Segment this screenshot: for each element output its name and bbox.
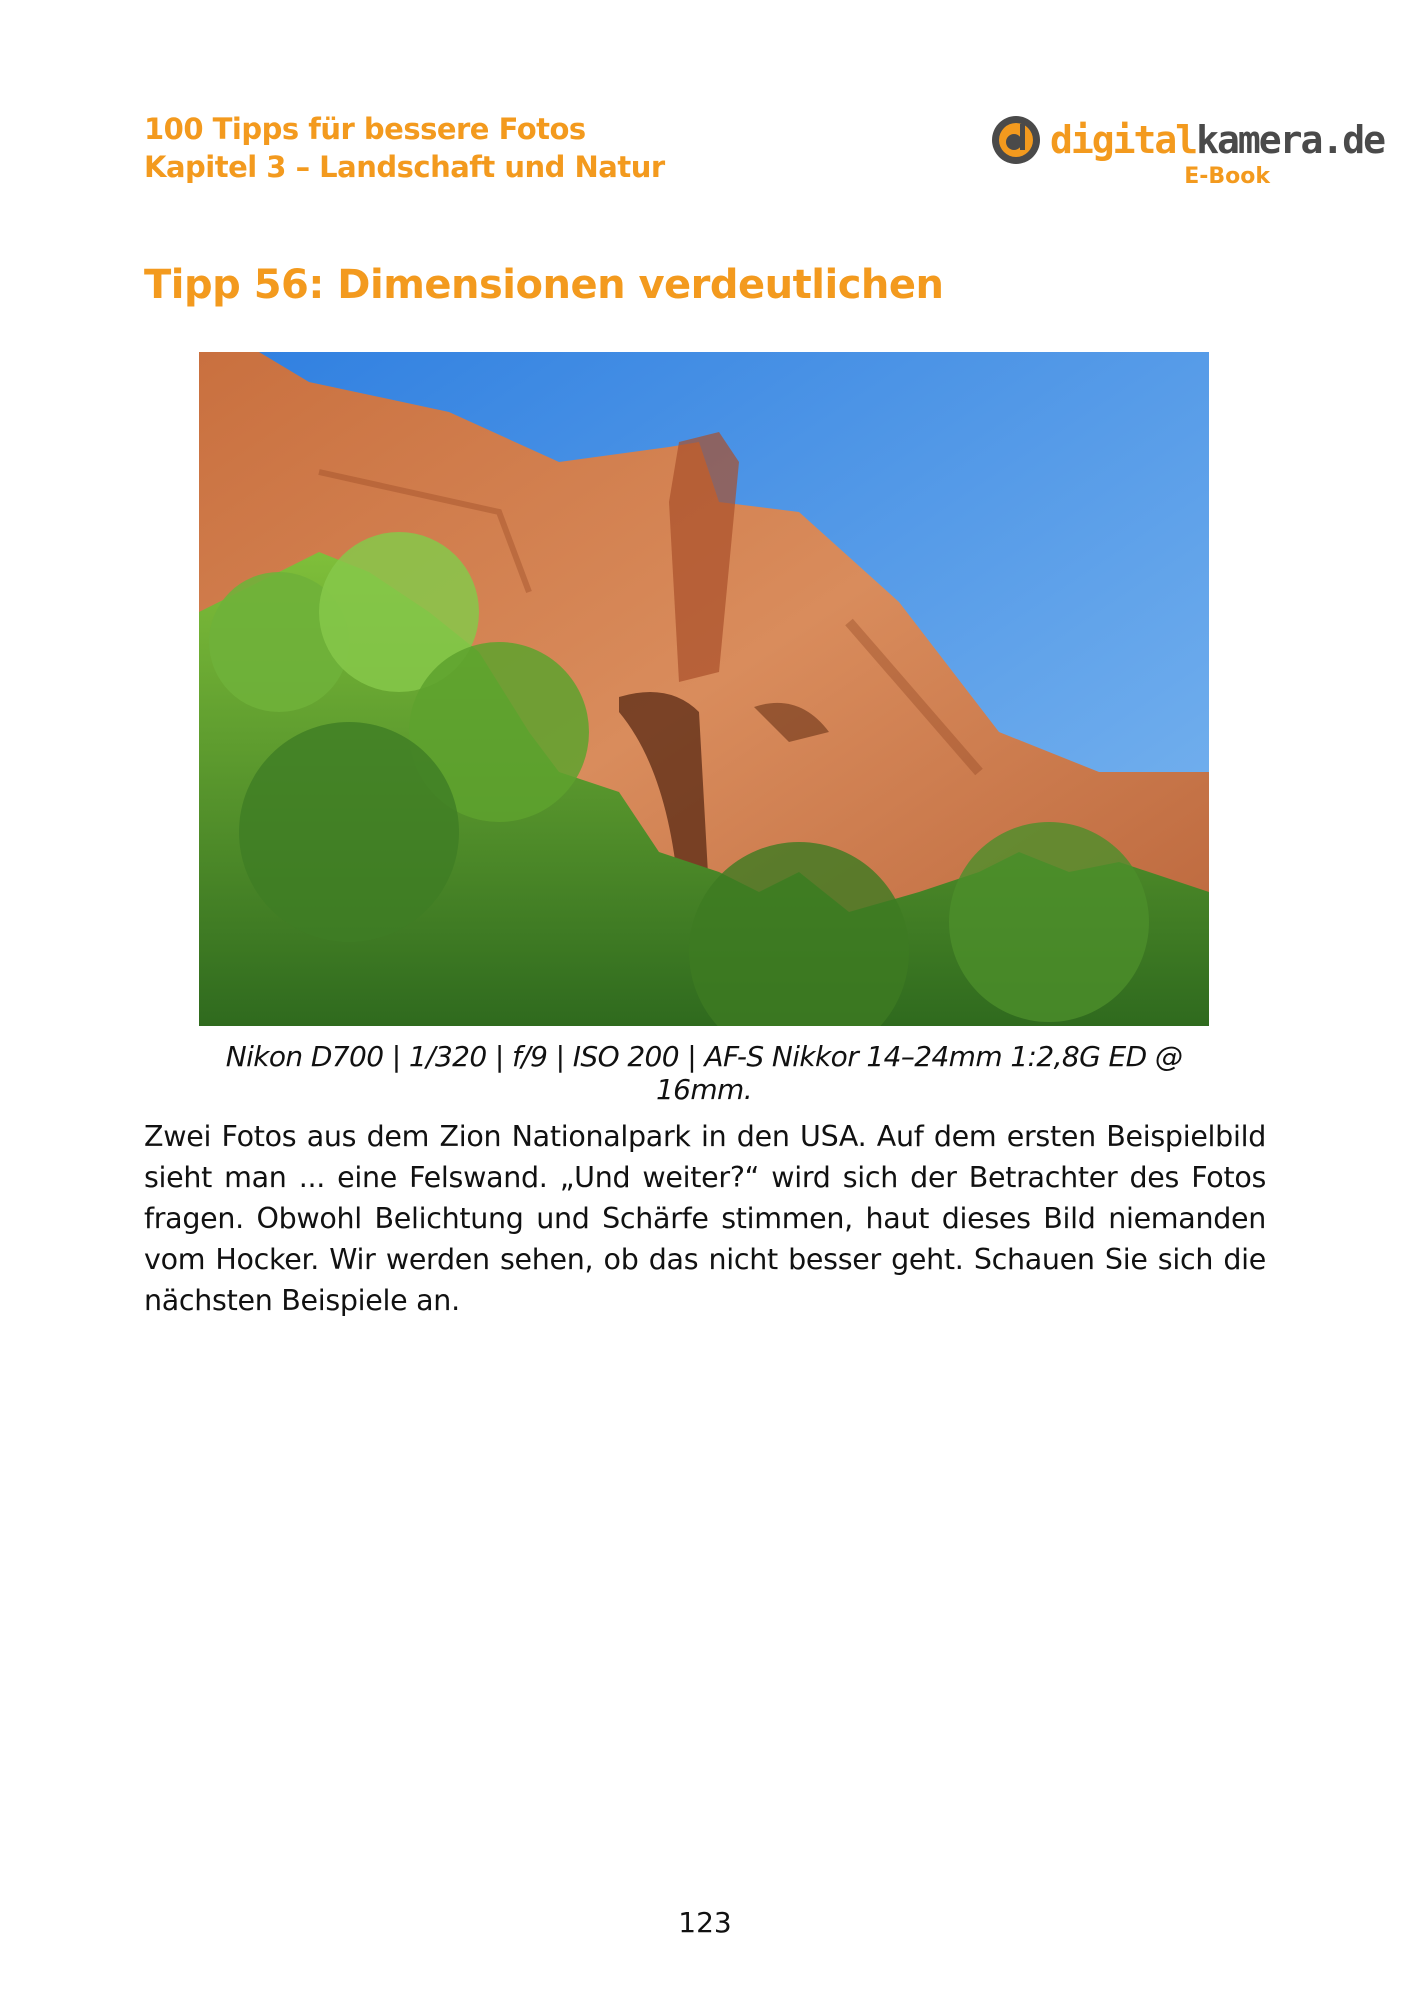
- page-number: 123: [678, 1906, 732, 1939]
- logo-mark-icon: [990, 114, 1042, 166]
- logo-ebook-label: E-Book: [1184, 164, 1270, 189]
- page-title: Tipp 56: Dimensionen verdeutlichen: [144, 262, 944, 308]
- book-title: 100 Tipps für bessere Fotos: [144, 112, 586, 146]
- photo-caption: Nikon D700 | 1/320 | f/9 | ISO 200 | AF-S Nikkor 14–24mm 1:2,8G ED @ 16mm.: [225, 1040, 1183, 1106]
- zion-cliff-photo: [199, 352, 1209, 1026]
- chapter-title: Kapitel 3 – Landschaft und Natur: [144, 150, 665, 184]
- digitalkamera-logo: [990, 112, 1385, 192]
- body-paragraph: Zwei Fotos aus dem Zion Nationalpark in den USA. Auf dem ersten Beispielbild sieht man ... eine Felswand. „Und weiter?“ wird sich der Betrachter des Fotos fragen. Obwohl Belichtung und Schärfe stimmen, haut dieses Bild niemanden vom Hocker. Wir werden sehen, ob das nicht besser geht. Schauen Sie sich die nächsten Beispiele an.: [144, 1120, 1266, 1317]
- logo-wordmark: digitalkamera.de: [1050, 118, 1385, 162]
- running-header: [144, 110, 665, 186]
